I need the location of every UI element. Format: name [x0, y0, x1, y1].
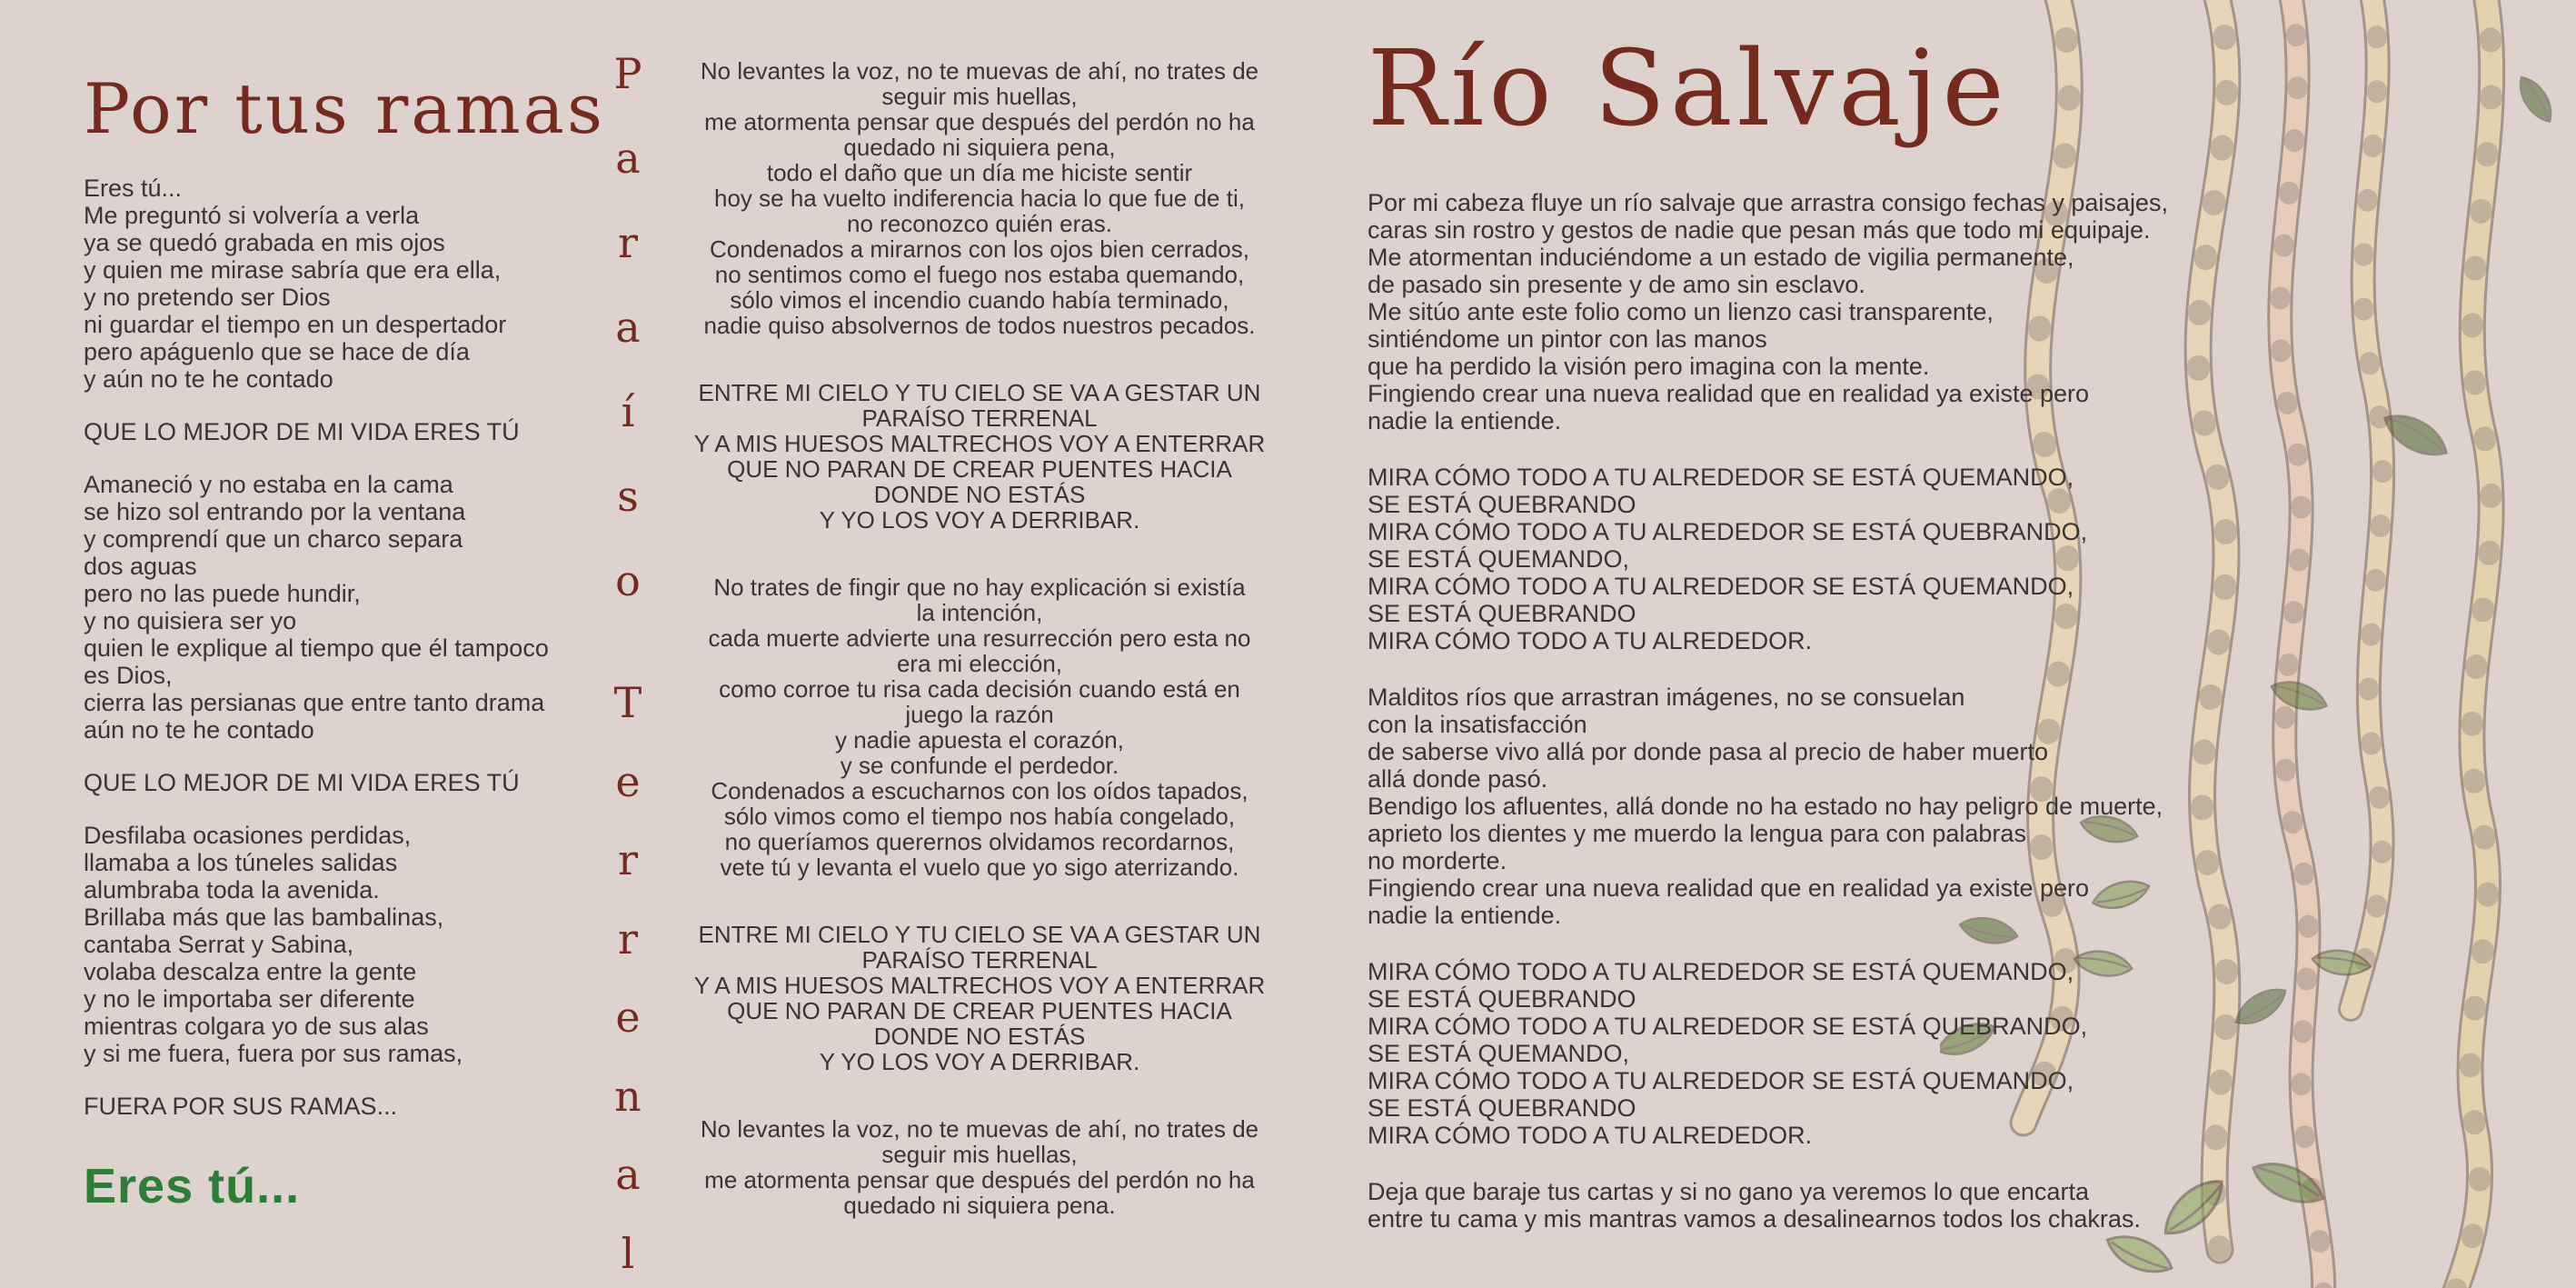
vertical-title-letter: o: [615, 556, 641, 605]
stanza: [84, 471, 583, 744]
lyric-line: me atormenta pensar que después del perdón no ha: [704, 1166, 1255, 1193]
lyric-line: MIRA CÓMO TODO A TU ALREDEDOR SE ESTÁ QUEMANDO,: [1368, 573, 2074, 600]
lyric-line: y si me fuera, fuera por sus ramas,: [84, 1040, 463, 1067]
lyric-line: Malditos ríos que arrastran imágenes, no se consuelan: [1368, 684, 1965, 711]
vertical-title-letter: r: [618, 218, 638, 267]
lyric-line: PARAÍSO TERRENAL: [861, 946, 1098, 973]
stanza: [1368, 1178, 2141, 1233]
song-title-paraiso-terrenal: [595, 49, 661, 1278]
vertical-title-word-paraiso: [595, 49, 661, 605]
lyric-line: y se confunde el perdedor.: [840, 752, 1119, 779]
stanza: [680, 58, 1279, 338]
lyric-line: DONDE NO ESTÁS: [873, 481, 1086, 508]
vertical-title-letter: í: [621, 387, 635, 436]
lyric-line: Me atormentan induciéndome a un estado de vigilia permanente,: [1368, 244, 2074, 271]
vertical-title-letter: l: [621, 1228, 635, 1278]
song-title-rio-salvaje: Río Salvaje: [1368, 28, 2009, 150]
lyric-line: MIRA CÓMO TODO A TU ALREDEDOR SE ESTÁ QUEBRANDO,: [1368, 1013, 2088, 1040]
lyric-line: nadie quiso absolvernos de todos nuestros pecados.: [703, 312, 1256, 339]
lyrics-rio-salvaje: [1368, 189, 2168, 1233]
lyric-line: como corroe tu risa cada decisión cuando está en: [719, 675, 1240, 703]
lyric-line: ENTRE MI CIELO Y TU CIELO SE VA A GESTAR UN: [698, 921, 1261, 948]
lyric-line: no reconozco quién eras.: [847, 210, 1112, 237]
song-title-por-tus-ramas: Por tus ramas: [84, 68, 605, 149]
lyric-line: Por mi cabeza fluye un río salvaje que arrastra consigo fechas y paisajes,: [1368, 189, 2168, 216]
stanza: [680, 380, 1279, 533]
lyric-line: MIRA CÓMO TODO A TU ALREDEDOR.: [1368, 627, 1813, 654]
lyric-line: mientras colgara yo de sus alas: [84, 1013, 429, 1040]
stanza: [84, 1093, 583, 1120]
lyric-line: juego la razón: [905, 701, 1054, 728]
lyric-line: No trates de fingir que no hay explicación si existía: [713, 574, 1246, 601]
vertical-title-letter: r: [618, 914, 638, 964]
vertical-title-letter: r: [618, 835, 638, 885]
lyric-line: Y A MIS HUESOS MALTRECHOS VOY A ENTERRAR: [693, 972, 1266, 999]
lyric-line: era mi elección,: [896, 650, 1063, 677]
stanza: [84, 822, 583, 1067]
lyric-line: nadie la entiende.: [1368, 407, 1562, 434]
lyric-line: ya se quedó grabada en mis ojos: [84, 229, 445, 256]
lyric-line: cierra las persianas que entre tanto drama: [84, 689, 545, 716]
lyric-line: No levantes la voz, no te muevas de ahí, no trates de: [700, 57, 1259, 85]
lyric-line: todo el daño que un día me hiciste sentir: [766, 159, 1193, 186]
lyric-line: me atormenta pensar que después del perdón no ha: [704, 108, 1255, 135]
lyric-line: entre tu cama y mis mantras vamos a desalinearnos todos los chakras.: [1368, 1205, 2141, 1233]
lyric-line: pero no las puede hundir,: [84, 580, 361, 607]
lyric-line: QUE LO MEJOR DE MI VIDA ERES TÚ: [84, 769, 520, 796]
lyric-line: sintiéndome un pintor con las manos: [1368, 325, 1767, 353]
vertical-title-letter: n: [614, 1071, 642, 1121]
lyric-line: MIRA CÓMO TODO A TU ALREDEDOR.: [1368, 1122, 1813, 1149]
stanza: [84, 769, 583, 796]
lyric-line: SE ESTÁ QUEBRANDO: [1368, 491, 1636, 518]
lyric-line: Y A MIS HUESOS MALTRECHOS VOY A ENTERRAR: [693, 430, 1266, 457]
lyric-line: Fingiendo crear una nueva realidad que en realidad ya existe pero: [1368, 874, 2090, 902]
lyric-line: No levantes la voz, no te muevas de ahí, no trates de: [700, 1115, 1259, 1143]
lyric-line: se hizo sol entrando por la ventana: [84, 498, 466, 525]
lyric-line: Condenados a escucharnos con los oídos tapados,: [711, 777, 1248, 804]
lyric-line: SE ESTÁ QUEBRANDO: [1368, 985, 1636, 1013]
song-rio-salvaje: [1368, 28, 2168, 1262]
lyric-line: Amaneció y no estaba en la cama: [84, 471, 453, 498]
lyric-line: nadie la entiende.: [1368, 902, 1562, 929]
outro-eres-tu: Eres tú...: [84, 1159, 301, 1213]
vertical-title-letter: a: [615, 303, 641, 352]
lyric-line: Bendigo los afluentes, allá donde no ha estado no hay peligro de muerte,: [1368, 793, 2163, 820]
lyric-line: volaba descalza entre la gente: [84, 958, 417, 985]
stanza: [84, 418, 583, 445]
stanza: [680, 1116, 1279, 1218]
lyric-line: MIRA CÓMO TODO A TU ALREDEDOR SE ESTÁ QUEMANDO,: [1368, 1067, 2074, 1094]
lyric-line: PARAÍSO TERRENAL: [861, 404, 1098, 432]
lyric-line: ENTRE MI CIELO Y TU CIELO SE VA A GESTAR UN: [698, 379, 1261, 406]
lyric-line: pero apáguenlo que se hace de día: [84, 338, 470, 365]
lyric-line: seguir mis huellas,: [881, 83, 1078, 110]
stanza: [1368, 684, 2163, 929]
lyric-line: y quien me mirase sabría que era ella,: [84, 256, 502, 284]
lyric-line: Me preguntó si volvería a verla: [84, 202, 420, 229]
lyric-line: seguir mis huellas,: [881, 1141, 1078, 1168]
lyric-line: MIRA CÓMO TODO A TU ALREDEDOR SE ESTÁ QUEBRANDO,: [1368, 518, 2088, 545]
lyric-line: vete tú y levanta el vuelo que yo sigo aterrizando.: [720, 854, 1239, 881]
lyric-line: hoy se ha vuelto indiferencia hacia lo que fue de ti,: [714, 185, 1245, 212]
lyrics-por-tus-ramas: [84, 175, 583, 1120]
lyric-line: llamaba a los túneles salidas: [84, 849, 398, 876]
lyric-line: Brillaba más que las bambalinas,: [84, 904, 444, 931]
lyric-line: QUE NO PARAN DE CREAR PUENTES HACIA: [727, 997, 1232, 1024]
stanza: [1368, 464, 2131, 654]
lyric-line: QUE LO MEJOR DE MI VIDA ERES TÚ: [84, 418, 520, 445]
vertical-title-letter: e: [615, 756, 641, 806]
lyric-line: y nadie apuesta el corazón,: [835, 726, 1124, 754]
lyric-line: Y YO LOS VOY A DERRIBAR.: [819, 506, 1140, 534]
lyric-line: Desfilaba ocasiones perdidas,: [84, 822, 412, 849]
song-por-tus-ramas: [84, 68, 605, 1214]
lyric-line: MIRA CÓMO TODO A TU ALREDEDOR SE ESTÁ QUEMANDO,: [1368, 464, 2074, 491]
lyric-line: no sentimos como el fuego nos estaba quemando,: [714, 261, 1245, 288]
lyric-line: Deja que baraje tus cartas y si no gano ya veremos lo que encarta: [1368, 1178, 2089, 1205]
lyric-line: alumbraba toda la avenida.: [84, 876, 380, 904]
lyric-line: y aún no te he contado: [84, 365, 333, 393]
vertical-title-letter: e: [615, 993, 641, 1043]
lyric-line: y no quisiera ser yo: [84, 607, 297, 634]
lyric-line: que ha perdido la visión pero imagina con la mente.: [1368, 353, 1930, 380]
stanza: [680, 922, 1279, 1074]
lyric-line: FUERA POR SUS RAMAS...: [84, 1093, 398, 1120]
lyric-line: es Dios,: [84, 662, 173, 689]
song-paraiso-terrenal: [680, 58, 1279, 1260]
lyric-line: Condenados a mirarnos con los ojos bien cerrados,: [709, 235, 1249, 263]
lyric-line: cada muerte advierte una resurrección pero esta no: [708, 624, 1251, 652]
vertical-title-letter: T: [613, 678, 642, 727]
lyric-line: aún no te he contado: [84, 716, 314, 744]
lyric-line: de pasado sin presente y de amo sin esclavo.: [1368, 271, 1865, 298]
vertical-title-letter: s: [617, 472, 639, 521]
vertical-title-letter: a: [615, 1150, 641, 1200]
vertical-title-letter: a: [615, 134, 641, 183]
lyric-line: allá donde pasó.: [1368, 765, 1548, 793]
lyric-line: con la insatisfacción: [1368, 711, 1587, 738]
lyric-line: y no le importaba ser diferente: [84, 985, 415, 1013]
lyric-line: y no pretendo ser Dios: [84, 284, 331, 311]
lyric-line: SE ESTÁ QUEMANDO,: [1368, 545, 1630, 573]
stanza: [680, 574, 1279, 880]
lyric-line: no queríamos querernos olvidamos recordarnos,: [724, 828, 1235, 855]
lyric-line: Me sitúo ante este folio como un lienzo casi transparente,: [1368, 298, 1994, 325]
lyric-line: Y YO LOS VOY A DERRIBAR.: [819, 1048, 1140, 1075]
lyric-line: quedado ni siquiera pena.: [843, 1192, 1116, 1219]
lyrics-paraiso-terrenal: [680, 58, 1279, 1218]
lyric-line: SE ESTÁ QUEBRANDO: [1368, 600, 1636, 627]
lyric-line: sólo vimos el incendio cuando había terminado,: [730, 286, 1229, 314]
stanza: [1368, 958, 2131, 1149]
vertical-title-letter: P: [613, 49, 642, 98]
lyric-line: cantaba Serrat y Sabina,: [84, 931, 354, 958]
lyric-line: SE ESTÁ QUEBRANDO: [1368, 1094, 1636, 1122]
lyric-line: ni guardar el tiempo en un despertador: [84, 311, 507, 338]
lyric-line: y comprendí que un charco separa: [84, 525, 463, 553]
lyric-line: QUE NO PARAN DE CREAR PUENTES HACIA: [727, 455, 1232, 483]
lyric-line: Eres tú...: [84, 175, 183, 202]
lyric-line: dos aguas: [84, 553, 197, 580]
lyric-line: MIRA CÓMO TODO A TU ALREDEDOR SE ESTÁ QUEMANDO,: [1368, 958, 2074, 985]
lyric-line: aprieto los dientes y me muerdo la lengua para con palabras: [1368, 820, 2026, 847]
lyric-line: quedado ni siquiera pena,: [843, 134, 1116, 161]
stanza: [1368, 189, 2168, 434]
vertical-title-word-terrenal: [595, 678, 661, 1278]
lyric-line: Fingiendo crear una nueva realidad que en realidad ya existe pero: [1368, 380, 2090, 407]
lyric-line: no morderte.: [1368, 847, 1507, 874]
lyric-line: la intención,: [916, 599, 1043, 626]
stanza: [84, 175, 583, 393]
lyric-line: de saberse vivo allá por donde pasa al precio de haber muerto: [1368, 738, 2048, 765]
lyric-line: SE ESTÁ QUEMANDO,: [1368, 1040, 1630, 1067]
lyric-line: sólo vimos como el tiempo nos había congelado,: [723, 803, 1236, 830]
lyric-line: quien le explique al tiempo que él tampoco: [84, 634, 549, 662]
lyric-line: DONDE NO ESTÁS: [873, 1023, 1086, 1050]
lyric-line: caras sin rostro y gestos de nadie que pesan más que todo mi equipaje.: [1368, 216, 2151, 244]
